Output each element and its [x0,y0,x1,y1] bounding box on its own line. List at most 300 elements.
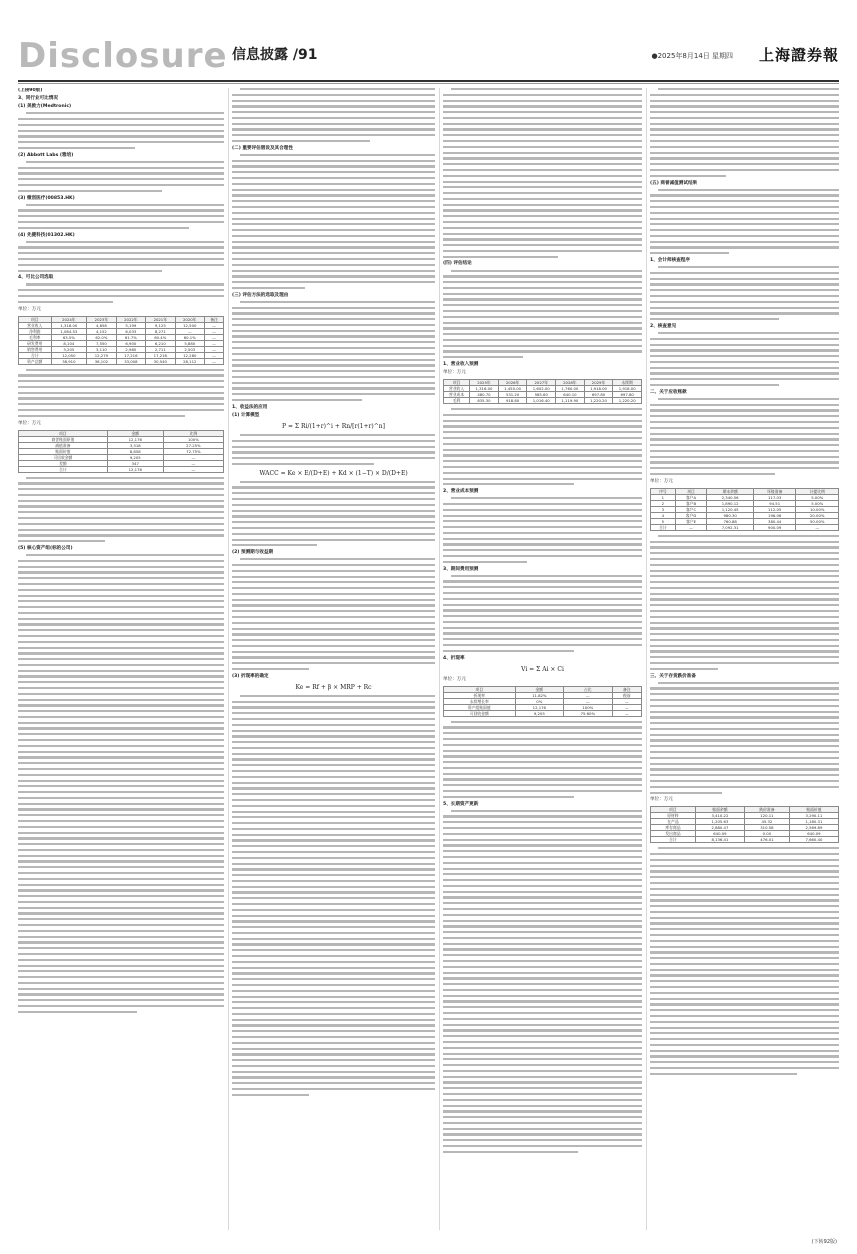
text-line [18,380,224,382]
text-line [650,911,839,913]
text-line [443,948,642,950]
table-cell: 7,092.31 [707,524,754,530]
text-line [443,256,558,258]
text-line [232,857,435,859]
text-line [18,600,224,602]
text-line [650,853,839,855]
text-line [232,393,435,395]
table-cell: — [564,692,613,698]
table-cell: — [612,698,641,704]
body-text [443,497,642,563]
text-line [443,140,642,142]
text-line [26,369,224,371]
text-line [232,668,309,670]
text-line [18,647,224,649]
table-cell: 640.09 [789,831,838,837]
body-text [232,481,435,547]
text-line [443,644,642,646]
text-line [18,167,224,169]
text-line [232,117,435,119]
text-line [650,639,839,641]
text-line [232,128,435,130]
table-header-cell: 序号 [651,488,676,494]
body-text [18,477,224,543]
text-line [232,94,435,96]
text-line [232,1030,435,1032]
table-header-cell: 账面价值 [789,807,838,813]
formula: WACC = Ke × E/(D+E) + Kd × (1−T) × D/(D+E) [259,469,408,477]
text-line [443,431,642,433]
table-cell: 1,220.20 [613,398,642,404]
table-cell: 531.20 [498,392,527,398]
table-header-cell: 跌价准备 [744,807,789,813]
body-text [232,301,435,401]
text-line [650,593,839,595]
table-row [19,358,224,364]
table-header-cell: 期末余额 [707,488,754,494]
text-line [650,957,839,959]
text-line [18,993,224,995]
text-line [650,384,779,386]
text-line [443,1076,642,1078]
heading: (1) 计算模型 [232,412,260,418]
text-line [443,954,642,956]
table-header-cell: 计提比例 [796,488,839,494]
table-cell: 库存商品 [651,825,696,831]
text-line [232,1036,435,1038]
text-line [443,111,642,113]
table-header-cell: 账面余额 [695,807,744,813]
text-line [443,1133,642,1135]
column-divider [439,88,440,1230]
table-cell: 5.00% [796,500,839,506]
text-line [650,152,839,154]
text-line [443,966,642,968]
heading: 1、营业收入预测 [443,362,479,368]
text-line [443,627,642,629]
text-line [232,633,435,635]
text-line [443,744,642,746]
masthead [18,34,839,80]
text-line [650,105,839,107]
text-line [26,554,224,556]
text-line [232,312,435,314]
body-text [232,695,435,1096]
text-line [18,482,224,484]
text-line [443,275,642,277]
text-line [658,398,839,400]
text-line [443,555,642,557]
text-line [650,792,722,794]
text-line [443,175,642,177]
text-line [650,998,839,1000]
text-line [18,227,189,229]
text-line [650,928,839,930]
text-line [232,955,435,957]
text-line [240,88,435,90]
text-line [232,706,435,708]
table-header-cell: 项目 [675,488,707,494]
text-line [443,350,642,352]
table-cell: — [204,340,223,346]
text-line [232,194,435,196]
text-line [18,409,224,411]
text-line [650,899,839,901]
text-line [650,1055,839,1057]
text-line [650,716,839,718]
table-cell: 合计 [19,466,108,472]
text-line [650,461,839,463]
text-line [18,215,224,217]
table-cell: — [163,466,223,472]
text-line [232,961,435,963]
text-line [650,367,839,369]
text-line [443,333,642,335]
text-line [443,750,642,752]
text-line [18,924,224,926]
text-line [443,520,642,522]
text-line [232,863,435,865]
table-cell: 3,205 [51,346,87,352]
table-cell: 2,711 [146,346,175,352]
text-line [18,739,224,741]
text-line [18,791,224,793]
text-line [232,868,435,870]
text-line [650,1021,839,1023]
table-header-cell: 2020年 [175,316,204,322]
body-text [232,434,435,465]
table-header-cell: 备注 [204,316,223,322]
text-line [650,865,839,867]
text-line [650,940,839,942]
text-line [18,629,224,631]
text-line [18,577,224,579]
table-cell: 3,110 [87,346,116,352]
table-cell: 5.00% [796,494,839,500]
table-cell: 835.30 [470,398,499,404]
data-table [18,316,224,365]
text-line [650,768,839,770]
text-line [443,914,642,916]
text-line [18,566,224,568]
text-line [232,1065,435,1067]
issue-date: ●2025年8月14日 星期四 [651,52,733,60]
text-line [232,287,305,289]
text-line [232,639,435,641]
text-line [650,295,839,297]
text-line [18,687,224,689]
text-line [443,304,642,306]
text-line [232,564,435,566]
text-line [18,855,224,857]
text-line [650,974,839,976]
text-line [650,1003,839,1005]
table-cell: 17,216 [146,352,175,358]
table-cell: 50.00% [796,518,839,524]
text-line [18,710,224,712]
text-line [232,1007,435,1009]
text-line [232,628,435,630]
text-line [443,100,642,102]
text-line [650,575,839,577]
table-cell: 1,220.20 [584,398,613,404]
text-line [18,774,224,776]
text-line [232,845,435,847]
text-line [18,733,224,735]
text-line [443,94,642,96]
brand-word: Disclosure [18,36,228,76]
table-cell: 12,050 [51,352,87,358]
text-line [232,932,435,934]
text-line [232,457,435,459]
text-line [18,583,224,585]
text-line [650,146,839,148]
text-line [443,925,642,927]
table-cell: 毛利 [444,398,470,404]
text-line [443,204,642,206]
table-cell: — [204,334,223,340]
text-line [443,615,642,617]
table-cell: 36,102 [87,358,116,364]
text-line [232,718,435,720]
text-line [650,546,839,548]
table-cell: 8,858 [107,448,163,454]
text-line [18,1011,137,1013]
text-line [232,651,435,653]
text-line [443,238,642,240]
section-title [232,44,317,64]
table-cell: 可回收金额 [444,710,516,716]
text-line [443,169,642,171]
text-line [650,598,839,600]
text-line [232,886,435,888]
text-line [232,949,435,951]
text-line [232,622,435,624]
text-line [18,494,224,496]
column-1 [18,88,224,1230]
table-cell: 差额 [19,460,108,466]
text-line [650,705,839,707]
text-line [18,699,224,701]
text-line [443,509,642,511]
table-cell: 5 [651,518,676,524]
table-cell: 75.60% [564,710,613,716]
table-cell: 2,569.89 [789,825,838,831]
body-text [650,398,839,475]
text-line [443,561,527,563]
text-line [232,874,435,876]
text-line [650,888,839,890]
text-line [26,112,224,114]
text-line [658,682,839,684]
text-line [18,190,162,192]
text-line [443,128,642,130]
text-line [232,978,435,980]
text-line [443,1058,642,1060]
text-line [443,773,642,775]
text-line [443,815,642,817]
text-line [443,1006,642,1008]
text-line [232,521,435,523]
continued-note: (下转92版) [811,1239,837,1245]
text-line [18,652,224,654]
text-line [443,356,523,358]
text-line [232,787,435,789]
text-line [232,258,435,260]
text-line [650,668,718,670]
text-line [451,497,642,499]
text-line [443,604,642,606]
text-line [443,856,642,858]
text-line [232,335,435,337]
text-line [18,814,224,816]
text-line [18,589,224,591]
column-2 [232,88,435,1230]
text-line [443,1139,642,1141]
text-line [650,272,839,274]
text-line [443,466,642,468]
text-line [650,467,839,469]
text-line [443,937,642,939]
table-cell: 发出商品 [651,831,696,837]
text-line [18,832,224,834]
text-line [650,780,839,782]
text-line [18,982,224,984]
text-line [650,662,839,664]
text-line [650,128,839,130]
text-line [650,774,839,776]
heading: (五) 商誉减值测试结果 [650,180,698,186]
table-cell: 640.10 [556,392,585,398]
text-line [18,118,224,120]
text-line [443,503,642,505]
table-cell: 9,205 [515,710,564,716]
table-cell: 900.09 [753,524,796,530]
text-line [232,662,435,664]
text-line [443,1070,642,1072]
text-line [232,576,435,578]
section-title-text: 信息披露 [232,47,288,63]
text-line [232,730,435,732]
table-header-cell: 2026年 [498,380,527,386]
table-header-cell: 坏账准备 [753,488,796,494]
heading: 3、同行业可比情况 [18,96,58,102]
text-line [18,693,224,695]
text-line [443,761,642,763]
text-line [443,1116,642,1118]
text-line [232,903,435,905]
table-caption: 单位：万元 [443,676,466,682]
table-cell: 销售费用 [19,346,52,352]
table-cell: 5,880 [175,340,204,346]
text-line [232,324,435,326]
body-text [443,810,642,1153]
table-cell: — [163,454,223,460]
table-cell: 62.0% [87,334,116,340]
text-line [18,999,224,1001]
text-line [232,897,435,899]
heading: (5) 核心资产组(标的公司) [18,545,73,551]
text-line [650,1009,839,1011]
heading: 4、折现率 [443,655,465,661]
text-line [443,322,642,324]
text-line [443,821,642,823]
masthead-rule-thin [18,83,839,84]
text-line [232,645,435,647]
table-cell: 客户B [675,500,707,506]
table-cell: 347 [107,460,163,466]
text-line [650,687,839,689]
text-line [451,270,642,272]
text-line [650,616,839,618]
table-header-cell: 2021年 [146,316,175,322]
text-line [232,229,435,231]
text-line [650,739,839,741]
text-line [443,1093,642,1095]
table-cell: 100% [163,436,223,442]
text-line [18,397,224,399]
text-line [18,635,224,637]
body-text [232,558,435,670]
table-cell: 6,033 [116,328,145,334]
table-cell: 1,602.00 [527,386,556,392]
text-line [18,785,224,787]
text-line [232,735,435,737]
text-line [18,209,224,211]
data-table [650,488,839,531]
text-line [650,564,839,566]
body-text [18,554,224,1013]
text-line [232,610,435,612]
table-cell: 3,410.22 [695,813,744,819]
text-line [443,1012,642,1014]
table-cell: 可回收金额 [19,454,108,460]
body-text [443,408,642,485]
table-header-cell: 项目 [651,807,696,813]
table-cell: 100% [564,704,613,710]
text-line [18,571,224,573]
text-line [650,450,839,452]
table-cell: 72.75% [163,448,223,454]
text-line [232,235,435,237]
text-line [26,241,224,243]
text-line [232,782,435,784]
table-cell: 697.80 [613,392,642,398]
text-line [232,498,435,500]
text-line [443,310,642,312]
text-line [232,359,435,361]
text-line [18,808,224,810]
text-line [18,403,224,405]
text-line [232,341,435,343]
table-header-cell: 2029年 [584,380,613,386]
table-cell: 1,120.45 [707,506,754,512]
text-line [18,820,224,822]
text-line [443,287,642,289]
text-line [443,123,642,125]
text-line [650,751,839,753]
body-text [18,283,224,303]
text-line [232,463,374,465]
text-line [443,472,642,474]
text-line [443,454,642,456]
text-line [443,281,642,283]
table-cell: 7,550 [87,340,116,346]
text-line [232,915,435,917]
text-line [18,849,224,851]
text-line [443,879,642,881]
text-line [18,1005,224,1007]
